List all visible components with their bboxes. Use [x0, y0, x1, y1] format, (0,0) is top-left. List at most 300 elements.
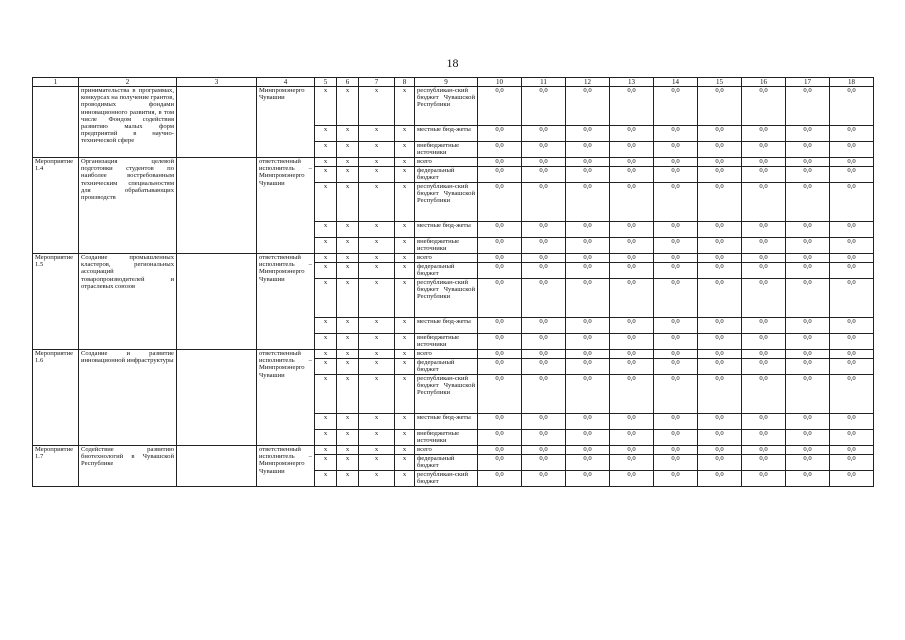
- mark-cell: x: [395, 222, 415, 238]
- funding-source: республикан-ский бюджет: [415, 471, 478, 487]
- mark-cell: x: [395, 471, 415, 487]
- value-cell: 0,0: [742, 263, 786, 279]
- value-cell: 0,0: [830, 126, 874, 142]
- value-cell: 0,0: [654, 222, 698, 238]
- mark-cell: x: [315, 455, 337, 471]
- value-cell: 0,0: [566, 455, 610, 471]
- executor: ответственный исполнитель – Минпромэнерго Чувашии: [257, 446, 315, 487]
- value-cell: 0,0: [566, 350, 610, 359]
- value-cell: 0,0: [522, 279, 566, 318]
- value-cell: 0,0: [522, 350, 566, 359]
- mark-cell: x: [337, 279, 359, 318]
- value-cell: 0,0: [610, 238, 654, 254]
- mark-cell: x: [315, 318, 337, 334]
- value-cell: 0,0: [610, 126, 654, 142]
- value-cell: 0,0: [698, 167, 742, 183]
- value-cell: 0,0: [522, 318, 566, 334]
- value-cell: 0,0: [742, 167, 786, 183]
- value-cell: 0,0: [698, 430, 742, 446]
- value-cell: 0,0: [786, 318, 830, 334]
- value-cell: 0,0: [742, 254, 786, 263]
- value-cell: 0,0: [742, 222, 786, 238]
- value-cell: 0,0: [654, 254, 698, 263]
- value-cell: 0,0: [698, 158, 742, 167]
- empty-cell: [177, 87, 257, 158]
- value-cell: 0,0: [610, 167, 654, 183]
- program-financing-table: [32, 77, 874, 487]
- value-cell: 0,0: [698, 87, 742, 126]
- value-cell: 0,0: [522, 359, 566, 375]
- column-number: 13: [610, 78, 654, 87]
- column-number-row: [33, 78, 874, 87]
- mark-cell: x: [359, 471, 395, 487]
- value-cell: 0,0: [698, 359, 742, 375]
- value-cell: 0,0: [786, 334, 830, 350]
- value-cell: 0,0: [478, 254, 522, 263]
- mark-cell: x: [337, 158, 359, 167]
- value-cell: 0,0: [478, 455, 522, 471]
- mark-cell: x: [359, 167, 395, 183]
- value-cell: 0,0: [610, 414, 654, 430]
- mark-cell: x: [395, 318, 415, 334]
- mark-cell: x: [315, 446, 337, 455]
- funding-source: внебюджетные источники: [415, 430, 478, 446]
- mark-cell: x: [395, 183, 415, 222]
- value-cell: 0,0: [610, 87, 654, 126]
- value-cell: 0,0: [522, 471, 566, 487]
- table-row: [33, 254, 874, 263]
- executor: ответственный исполнитель – Минпромэнерго Чувашии: [257, 158, 315, 254]
- value-cell: 0,0: [654, 263, 698, 279]
- funding-source: федеральный бюджет: [415, 455, 478, 471]
- mark-cell: x: [395, 375, 415, 414]
- mark-cell: x: [337, 414, 359, 430]
- value-cell: 0,0: [830, 238, 874, 254]
- value-cell: 0,0: [830, 222, 874, 238]
- funding-source: федеральный бюджет: [415, 167, 478, 183]
- value-cell: 0,0: [654, 142, 698, 158]
- value-cell: 0,0: [830, 334, 874, 350]
- mark-cell: x: [315, 263, 337, 279]
- value-cell: 0,0: [478, 183, 522, 222]
- value-cell: 0,0: [786, 279, 830, 318]
- funding-source: местные бюд-жеты: [415, 414, 478, 430]
- mark-cell: x: [395, 430, 415, 446]
- value-cell: 0,0: [566, 359, 610, 375]
- mark-cell: x: [315, 359, 337, 375]
- value-cell: 0,0: [786, 430, 830, 446]
- value-cell: 0,0: [742, 142, 786, 158]
- mark-cell: x: [359, 359, 395, 375]
- value-cell: 0,0: [698, 334, 742, 350]
- value-cell: 0,0: [478, 318, 522, 334]
- value-cell: 0,0: [786, 455, 830, 471]
- column-number: 17: [786, 78, 830, 87]
- value-cell: 0,0: [566, 334, 610, 350]
- value-cell: 0,0: [610, 446, 654, 455]
- event-label: Мероприятие 1.7: [33, 446, 79, 487]
- funding-source: местные бюд-жеты: [415, 126, 478, 142]
- value-cell: 0,0: [522, 446, 566, 455]
- value-cell: 0,0: [478, 471, 522, 487]
- value-cell: 0,0: [654, 414, 698, 430]
- mark-cell: x: [337, 350, 359, 359]
- mark-cell: x: [395, 334, 415, 350]
- mark-cell: x: [315, 414, 337, 430]
- mark-cell: x: [359, 142, 395, 158]
- value-cell: 0,0: [830, 158, 874, 167]
- mark-cell: x: [395, 87, 415, 126]
- funding-source: всего: [415, 158, 478, 167]
- value-cell: 0,0: [522, 455, 566, 471]
- value-cell: 0,0: [610, 318, 654, 334]
- mark-cell: x: [359, 263, 395, 279]
- value-cell: 0,0: [654, 350, 698, 359]
- value-cell: 0,0: [654, 471, 698, 487]
- value-cell: 0,0: [830, 359, 874, 375]
- table-row: [33, 446, 874, 455]
- mark-cell: x: [395, 167, 415, 183]
- value-cell: 0,0: [522, 87, 566, 126]
- column-number: 4: [257, 78, 315, 87]
- value-cell: 0,0: [566, 222, 610, 238]
- mark-cell: x: [337, 359, 359, 375]
- value-cell: 0,0: [830, 471, 874, 487]
- value-cell: 0,0: [522, 183, 566, 222]
- mark-cell: x: [337, 126, 359, 142]
- value-cell: 0,0: [698, 414, 742, 430]
- mark-cell: x: [395, 359, 415, 375]
- mark-cell: x: [395, 455, 415, 471]
- mark-cell: x: [337, 318, 359, 334]
- mark-cell: x: [359, 318, 395, 334]
- value-cell: 0,0: [522, 126, 566, 142]
- value-cell: 0,0: [478, 238, 522, 254]
- value-cell: 0,0: [698, 126, 742, 142]
- value-cell: 0,0: [566, 279, 610, 318]
- value-cell: 0,0: [786, 446, 830, 455]
- value-cell: 0,0: [478, 446, 522, 455]
- column-number: 6: [337, 78, 359, 87]
- value-cell: 0,0: [742, 279, 786, 318]
- value-cell: 0,0: [786, 126, 830, 142]
- mark-cell: x: [315, 183, 337, 222]
- event-label: Мероприятие 1.6: [33, 350, 79, 446]
- value-cell: 0,0: [522, 334, 566, 350]
- value-cell: 0,0: [566, 446, 610, 455]
- mark-cell: x: [359, 254, 395, 263]
- mark-cell: x: [337, 375, 359, 414]
- value-cell: 0,0: [830, 455, 874, 471]
- mark-cell: x: [359, 158, 395, 167]
- mark-cell: x: [359, 414, 395, 430]
- mark-cell: x: [359, 446, 395, 455]
- value-cell: 0,0: [522, 167, 566, 183]
- value-cell: 0,0: [786, 471, 830, 487]
- value-cell: 0,0: [830, 414, 874, 430]
- mark-cell: x: [315, 430, 337, 446]
- value-cell: 0,0: [566, 238, 610, 254]
- mark-cell: x: [315, 222, 337, 238]
- event-name: Создание и развитие инновационной инфраструктуры: [79, 350, 177, 446]
- value-cell: 0,0: [610, 375, 654, 414]
- value-cell: 0,0: [654, 279, 698, 318]
- value-cell: 0,0: [566, 142, 610, 158]
- executor: ответственный исполнитель – Минпромэнерго Чувашии: [257, 254, 315, 350]
- value-cell: 0,0: [610, 334, 654, 350]
- value-cell: 0,0: [566, 430, 610, 446]
- value-cell: 0,0: [742, 238, 786, 254]
- value-cell: 0,0: [610, 279, 654, 318]
- value-cell: 0,0: [654, 238, 698, 254]
- value-cell: 0,0: [654, 446, 698, 455]
- value-cell: 0,0: [698, 455, 742, 471]
- mark-cell: x: [359, 238, 395, 254]
- value-cell: 0,0: [610, 263, 654, 279]
- mark-cell: x: [395, 142, 415, 158]
- value-cell: 0,0: [698, 263, 742, 279]
- mark-cell: x: [315, 87, 337, 126]
- funding-source: всего: [415, 254, 478, 263]
- mark-cell: x: [337, 222, 359, 238]
- table-body: [33, 78, 874, 487]
- value-cell: 0,0: [786, 350, 830, 359]
- value-cell: 0,0: [742, 318, 786, 334]
- value-cell: 0,0: [478, 375, 522, 414]
- mark-cell: x: [337, 471, 359, 487]
- column-number: 12: [566, 78, 610, 87]
- mark-cell: x: [359, 455, 395, 471]
- value-cell: 0,0: [610, 359, 654, 375]
- mark-cell: x: [337, 446, 359, 455]
- mark-cell: x: [315, 350, 337, 359]
- value-cell: 0,0: [522, 375, 566, 414]
- value-cell: 0,0: [830, 375, 874, 414]
- mark-cell: x: [359, 375, 395, 414]
- column-number: 11: [522, 78, 566, 87]
- mark-cell: x: [395, 254, 415, 263]
- value-cell: 0,0: [786, 222, 830, 238]
- value-cell: 0,0: [610, 158, 654, 167]
- value-cell: 0,0: [830, 142, 874, 158]
- column-number: 14: [654, 78, 698, 87]
- value-cell: 0,0: [566, 471, 610, 487]
- value-cell: 0,0: [610, 471, 654, 487]
- value-cell: 0,0: [654, 158, 698, 167]
- mark-cell: x: [315, 142, 337, 158]
- value-cell: 0,0: [566, 375, 610, 414]
- value-cell: 0,0: [610, 350, 654, 359]
- value-cell: 0,0: [786, 263, 830, 279]
- value-cell: 0,0: [478, 126, 522, 142]
- event-label: Мероприятие 1.4: [33, 158, 79, 254]
- value-cell: 0,0: [698, 183, 742, 222]
- value-cell: 0,0: [698, 142, 742, 158]
- value-cell: 0,0: [654, 318, 698, 334]
- funding-source: внебюджетные источники: [415, 334, 478, 350]
- funding-source: всего: [415, 350, 478, 359]
- column-number: 9: [415, 78, 478, 87]
- value-cell: 0,0: [830, 430, 874, 446]
- value-cell: 0,0: [478, 222, 522, 238]
- value-cell: 0,0: [698, 375, 742, 414]
- mark-cell: x: [359, 279, 395, 318]
- value-cell: 0,0: [654, 455, 698, 471]
- column-number: 3: [177, 78, 257, 87]
- value-cell: 0,0: [654, 87, 698, 126]
- mark-cell: x: [395, 414, 415, 430]
- value-cell: 0,0: [522, 158, 566, 167]
- value-cell: 0,0: [522, 238, 566, 254]
- value-cell: 0,0: [786, 87, 830, 126]
- value-cell: 0,0: [742, 350, 786, 359]
- value-cell: 0,0: [566, 254, 610, 263]
- funding-source: республикан-ский бюджет Чувашской Республики: [415, 183, 478, 222]
- empty-cell: [177, 350, 257, 446]
- value-cell: 0,0: [610, 142, 654, 158]
- value-cell: 0,0: [698, 318, 742, 334]
- value-cell: 0,0: [478, 142, 522, 158]
- mark-cell: x: [337, 455, 359, 471]
- value-cell: 0,0: [654, 167, 698, 183]
- event-name: Организация целевой подготовки студентов по наиболее востребованным техническим специальностям для обрабатывающих производств: [79, 158, 177, 254]
- funding-source: федеральный бюджет: [415, 359, 478, 375]
- funding-source: республикан-ский бюджет Чувашской Республики: [415, 279, 478, 318]
- value-cell: 0,0: [478, 263, 522, 279]
- mark-cell: x: [337, 87, 359, 126]
- mark-cell: x: [315, 471, 337, 487]
- mark-cell: x: [395, 126, 415, 142]
- value-cell: 0,0: [830, 167, 874, 183]
- value-cell: 0,0: [786, 414, 830, 430]
- mark-cell: x: [359, 334, 395, 350]
- mark-cell: x: [315, 158, 337, 167]
- funding-source: республикан-ский бюджет Чувашской Республики: [415, 375, 478, 414]
- mark-cell: x: [315, 334, 337, 350]
- column-number: 18: [830, 78, 874, 87]
- value-cell: 0,0: [698, 279, 742, 318]
- mark-cell: x: [337, 334, 359, 350]
- value-cell: 0,0: [742, 455, 786, 471]
- value-cell: 0,0: [830, 279, 874, 318]
- empty-cell: [177, 158, 257, 254]
- mark-cell: x: [359, 350, 395, 359]
- value-cell: 0,0: [786, 158, 830, 167]
- mark-cell: x: [337, 430, 359, 446]
- funding-source: республикан-ский бюджет Чувашской Республики: [415, 87, 478, 126]
- value-cell: 0,0: [478, 87, 522, 126]
- mark-cell: x: [395, 158, 415, 167]
- value-cell: 0,0: [742, 414, 786, 430]
- value-cell: 0,0: [566, 263, 610, 279]
- mark-cell: x: [337, 263, 359, 279]
- mark-cell: x: [315, 279, 337, 318]
- value-cell: 0,0: [610, 222, 654, 238]
- mark-cell: x: [315, 254, 337, 263]
- event-name: Содействие развитию биотехнологий в Чувашской Республике: [79, 446, 177, 487]
- mark-cell: x: [395, 263, 415, 279]
- executor: Минпромэнерго Чувашии: [257, 87, 315, 158]
- value-cell: 0,0: [566, 318, 610, 334]
- mark-cell: x: [337, 254, 359, 263]
- value-cell: 0,0: [742, 430, 786, 446]
- column-number: 10: [478, 78, 522, 87]
- event-name: Создание промышленных кластеров, региональных ассоциаций товаропроизводителей и отраслевых союзов: [79, 254, 177, 350]
- value-cell: 0,0: [610, 455, 654, 471]
- empty-cell: [177, 254, 257, 350]
- funding-source: федеральный бюджет: [415, 263, 478, 279]
- value-cell: 0,0: [742, 359, 786, 375]
- column-number: 15: [698, 78, 742, 87]
- funding-source: внебюджетные источники: [415, 238, 478, 254]
- executor: ответственный исполнитель – Минпромэнерго Чувашии: [257, 350, 315, 446]
- value-cell: 0,0: [566, 414, 610, 430]
- value-cell: 0,0: [654, 375, 698, 414]
- value-cell: 0,0: [786, 375, 830, 414]
- value-cell: 0,0: [786, 238, 830, 254]
- mark-cell: x: [315, 167, 337, 183]
- mark-cell: x: [395, 350, 415, 359]
- value-cell: 0,0: [522, 254, 566, 263]
- value-cell: 0,0: [566, 126, 610, 142]
- value-cell: 0,0: [654, 183, 698, 222]
- value-cell: 0,0: [830, 87, 874, 126]
- value-cell: 0,0: [830, 350, 874, 359]
- value-cell: 0,0: [830, 254, 874, 263]
- column-number: 7: [359, 78, 395, 87]
- event-name: принимательства в программах, конкурсах на получение грантов, проводимых фондами инновационного развития, в том числе Фондом содействия развитию малых форм предприятий в научно-технической сфере: [79, 87, 177, 158]
- value-cell: 0,0: [478, 359, 522, 375]
- mark-cell: x: [395, 446, 415, 455]
- page-number: 18: [446, 56, 459, 70]
- value-cell: 0,0: [698, 446, 742, 455]
- value-cell: 0,0: [654, 126, 698, 142]
- value-cell: 0,0: [742, 87, 786, 126]
- mark-cell: x: [395, 279, 415, 318]
- value-cell: 0,0: [742, 446, 786, 455]
- value-cell: 0,0: [786, 359, 830, 375]
- mark-cell: x: [337, 167, 359, 183]
- value-cell: 0,0: [522, 414, 566, 430]
- value-cell: 0,0: [610, 254, 654, 263]
- table-row: [33, 87, 874, 126]
- column-number: 8: [395, 78, 415, 87]
- value-cell: 0,0: [698, 254, 742, 263]
- value-cell: 0,0: [478, 279, 522, 318]
- mark-cell: x: [337, 238, 359, 254]
- funding-source: местные бюд-жеты: [415, 318, 478, 334]
- value-cell: 0,0: [830, 318, 874, 334]
- value-cell: 0,0: [698, 238, 742, 254]
- mark-cell: x: [315, 238, 337, 254]
- value-cell: 0,0: [566, 158, 610, 167]
- value-cell: 0,0: [522, 222, 566, 238]
- value-cell: 0,0: [742, 375, 786, 414]
- column-number: 16: [742, 78, 786, 87]
- value-cell: 0,0: [478, 334, 522, 350]
- value-cell: 0,0: [566, 183, 610, 222]
- mark-cell: x: [359, 430, 395, 446]
- value-cell: 0,0: [742, 126, 786, 142]
- value-cell: 0,0: [698, 471, 742, 487]
- value-cell: 0,0: [786, 167, 830, 183]
- funding-source: местные бюд-жеты: [415, 222, 478, 238]
- value-cell: 0,0: [654, 359, 698, 375]
- column-number: 2: [79, 78, 177, 87]
- value-cell: 0,0: [522, 430, 566, 446]
- mark-cell: x: [337, 183, 359, 222]
- value-cell: 0,0: [786, 183, 830, 222]
